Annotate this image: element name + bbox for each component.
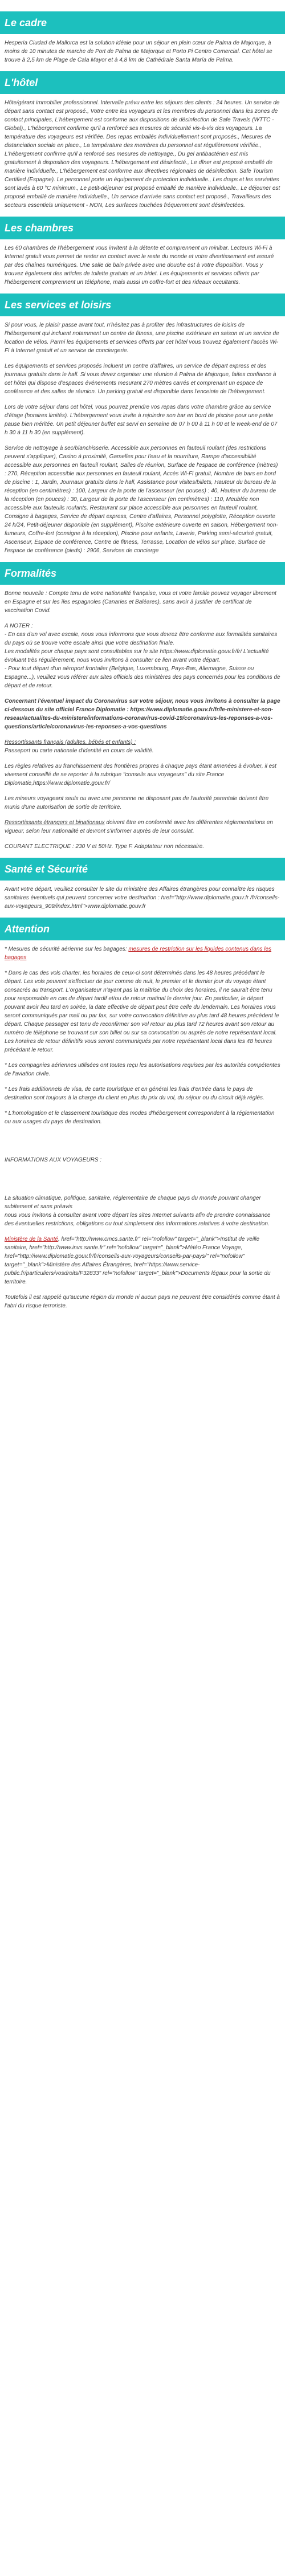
attention-paragraph-3: * Les compagnies aériennes utilisées ont toutes reçu les autorisations requises par les autorités compétentes de l'aviation civile. — [5, 1062, 280, 1077]
attention-paragraph-1 — [5, 945, 280, 962]
services-paragraph-1: Si pour vous, le plaisir passe avant tout, n'hésitez pas à profiter des infrastructures de loisirs de l'hébergement qui incluent notamment un centre de fitness, une piscine extérieure en saison et un service de location de vélos. Parmi les équipements et services offerts par cet hôtel vous trouvez également l'accès Wi-Fi à Internet gratuit et un service de conciergerie. — [5, 322, 279, 354]
formalites-paragraph-2 — [5, 622, 280, 690]
section-header-sante: Santé et Sécurité — [0, 858, 285, 881]
attention-security-prefix: * Mesures de sécurité aérienne sur les bagages: — [5, 946, 129, 952]
formalites-paragraph-7 — [5, 818, 280, 835]
ministere-sante-link[interactable]: Ministère de la Santé — [5, 1236, 58, 1242]
formalites-etrangers-body: doivent être en conformité avec les différentes réglementations en vigueur, selon leur nationalité et devront s'informer auprès de leur consulat. — [5, 820, 273, 834]
sante-paragraph: Avant votre départ, veuillez consulter le site du ministère des Affaires étrangères pour connaître les risques sanitaires éventuels qui peuvent concerner votre destination : href="http://www.diplomatie.gouv.fr /fr/conseils-aux-voyageurs_909/index.html">www.diplomatie.gouv.fr — [5, 886, 280, 910]
cadre-text — [0, 39, 285, 64]
spacer — [5, 1133, 280, 1156]
hotel-text — [0, 99, 285, 210]
services-text — [0, 321, 285, 555]
attention-paragraph-8 — [5, 1235, 280, 1286]
section-header-cadre: Le cadre — [0, 11, 285, 34]
formalites-text — [0, 589, 285, 851]
attention-paragraph-2: * Dans le cas des vols charter, les horaires de ceux-ci sont déterminés dans les 48 heures précédant le départ. Les vols peuvent s'effectuer de jour comme de nuit, le premier et le dernier jour du voyage étant consacrés au transport. L'organisateur n'ayant pas la maîtrise du choix des horaires, il ne saurait être tenu pour responsable en cas de départ tardif et/ou de retour matinal le dernier jour. En particulier, le départ pouvant avoir lieu tard en soirée, la date effective de départ peut être celle du lendemain. Les horaires vous seront communiqués par mail ou par fax, sur votre convocation définitive au plus tard 48 heures précédent le départ. Chaque passager est tenu de reconfirmer son vol retour au plus tard 72 heures avant son retour au numéro de téléphone se trouvant sur son billet ou sur sa convocation ou auprès de notre représentant local. Les horaires de retour définitifs vous seront communiqués par notre représentant local dans les 48 heures précédant le retour. — [5, 970, 279, 1053]
liquids-restriction-link[interactable]: mesures de restriction sur les liquides contenus dans les bagages — [5, 946, 272, 961]
spacer — [5, 1171, 280, 1194]
formalites-ressortissants-body: Passeport ou carte nationale d'identité en cours de validité. — [5, 748, 154, 754]
formalites-ressortissants-heading: Ressortissants français (adultes, bébés et enfants) : — [5, 739, 136, 745]
attention-links-body: , href="http://www.cmcs.sante.fr" rel="nofollow" target="_blank">Institut de veille sanitaire, href="http://www.invs.sante.fr" rel="nofollow" target="_blank">Météo France Voyage, href="http://www.diplomatie.gouv.fr/fr/conseils-aux-voyageurs/conseils-par-pays/" rel="nofollow" target="_blank">Ministère des Affaires Étrangères, href="https://www.service-public.fr/particuliers/vosdroits/F32833" rel="nofollow" target="_blank">Documents légaux pour la sortie du territoire. — [5, 1236, 271, 1285]
formalites-paragraph-8: COURANT ELECTRIQUE : 230 V et 50Hz. Type F. Adaptateur non nécessaire. — [5, 843, 204, 850]
section-header-attention: Attention — [0, 918, 285, 940]
formalites-paragraph-1: Bonne nouvelle : Compte tenu de votre nationalité française, vous et votre famille pouvez voyager librement en Espagne et sur les îles espagnoles (Canaries et Baléares), sans avoir à justifier de certificat de vaccination Covid. — [5, 590, 276, 614]
cadre-paragraph: Hesperia Ciudad de Mallorca est la solution idéale pour un séjour en plein cœur de Palma de Majorque, à moins de 10 minutes de marche de Port de Palma de Majorque et Porto Pi Centro Comercial. Cet hôtel se trouve à 2,5 km de Plage de Cala Mayor et à 4,8 km de Cathédrale Santa María de Palma. — [5, 40, 272, 63]
formalites-paragraph-3: Concernant l'éventuel impact du Coronavirus sur votre séjour, nous vous invitons à consulter la page ci-dessous du site officiel France Diplomatie : https://www.diplomatie.gouv.fr/fr/le-ministere-et-son-reseau/actualites-du-ministere/informations-coronavirus-covid-19/coronavirus-les-reponses-a-vos-questions/article/coronavirus-les-reponses-a-vos-questions — [5, 698, 280, 730]
chambres-paragraph: Les 60 chambres de l'hébergement vous invitent à la détente et comprennent un minibar. Lecteurs Wi-Fi à Internet gratuit vous permet de rester en contact avec le reste du monde et votre divertissement est assuré par des chaînes numériques. Une salle de bain privée avec une douche est à votre disposition. Vous y trouvez également des articles de toilette gratuits et un bidet. Les équipements et services offerts par l'hébergement comprennent un téléphone, mais aussi un coffre-fort et des rideaux occultants. — [5, 245, 274, 286]
section-header-formalites: Formalités — [0, 562, 285, 585]
formalites-note-heading: A NOTER : — [5, 623, 33, 629]
services-paragraph-3: Lors de votre séjour dans cet hôtel, vous pourrez prendre vos repas dans votre chambre grâce au service d'étage (horaires limités). L'hébergement vous invite à rejoindre son bar en bord de piscine pour une petite pause bien méritée. Un petit déjeuner buffet est servi en semaine de 07 h 00 à 11 h 00 et le week-end de 07 h 30 à 11 h 30 (en supplément). — [5, 404, 278, 436]
chambres-text — [0, 244, 285, 287]
formalites-etrangers-heading: Ressortissants étrangers et binationaux — [5, 820, 105, 826]
formalites-paragraph-5: Les règles relatives au franchissement des frontières propres à chaque pays étant amenées à évoluer, il est vivement conseillé de se reporter à la rubrique "conseils aux voyageurs" du site France Diplomatie,https://www.diplomatie.gouv.fr/ — [5, 763, 276, 786]
hotel-paragraph: Hôte/gérant immobilier professionnel. Intervalle prévu entre les séjours des clients : 24 heures. Un service de départ sans contact est proposé., Votre entre les voyageurs et les membres du personnel dans les zones de contact principales, L'hébergement est conforme aux dispositions de désinfection de Safe Travels (WTTC - Global)., L'hébergement confirme qu'il a renforcé ses mesures de sécurité vis-à-vis des voyageurs. La température des voyageurs est vérifiée. Des repas emballés individuellement sont proposés., Mesures de distanciation sociale en place., La température des membres du personnel est régulièrement vérifiée., L'hébergement confirme qu'il a renforcé ses mesures de nettoyage., Du gel antibactérien est mis gratuitement à disposition des voyageurs. L'hébergement est désinfecté., Le dîner est proposé emballé de manière individuelle., L'hébergement est conforme aux directives régionales de désinfection. Safe Tourism Certified (Espagne). Le personnel porte un équipement de protection individuelle., Les draps et les serviettes sont lavés à 60 °C minimum., Le petit-déjeuner est proposé emballé de manière individuelle., Le déjeuner est proposé emballé de manière individuelle., Un service d'arrivée sans contact est proposé., Travailleurs des secteurs essentiels uniquement - NON, Les surfaces touchées fréquemment sont désinfectées. — [5, 100, 280, 209]
formalites-paragraph-6: Les mineurs voyageant seuls ou avec une personne ne disposant pas de l'autorité parentale doivent être munis d'une autorisation de sortie de territoire. — [5, 796, 269, 810]
attention-paragraph-7: La situation climatique, politique, sanitaire, réglementaire de chaque pays du monde pouvant changer subitement et sans préavis nous vous invitons à consulter avant votre départ les sites Internet suivants afin de prendre connaissance des éventuelles restrictions, obligations ou tout simplement des informations relatives à votre destination. — [5, 1195, 271, 1227]
services-paragraph-4: Service de nettoyage à sec/blanchisserie. Accessible aux personnes en fauteuil roulant (des restrictions peuvent s'appliquer), Casino à proximité, Gamelles pour l'eau et la nourriture, Rampe d'accessibilité accessible aux personnes en fauteuil roulant, Salles de réunion, Surface de l'espace de conférence (mètres) : 270, Réception accessible aux personnes en fauteuil roulant, Accès Wi-Fi gratuit, Nombre de bars en bord de piscine : 1, Jardin, Journaux gratuits dans le hall, Assistance pour visites/billets, Hauteur du bureau de la réception (en centimètres) : 100, Largeur de la porte de l'ascenseur (en pouces) : 40, Hauteur du bureau de la réception (en pouces) : 30, Largeur de la porte de l'ascenseur (en centimètres) : 110, Meublée non accessible aux fauteuils roulants, Restaurant sur place accessible aux personnes en fauteuil roulant, Consigne à bagages, Service de départ express, Centre d'affaires, Personnel polyglotte, Réception ouverte 24 h/24, Petit-déjeuner disponible (en supplément), Piscine extérieure ouverte en saison, Hébergement non-fumeurs, Coffre-fort (consigne à la réception), Piscine pour enfants, Laverie, Parking semi-sécurisé gratuit, Ascenseur, Espace de conférence, Centre de fitness, Terrasse, Location de vélos sur place, Surface de l'espace de conférence (pieds) : 2906, Services de concierge — [5, 445, 278, 554]
attention-paragraph-4: * Les frais additionnels de visa, de carte touristique et en général les frais d'entrée dans le pays de destination sont toujours à la charge du client en plus du prix du vol, du séjour ou du circuit déjà réglés. — [5, 1086, 264, 1101]
section-header-services: Les services et loisirs — [0, 294, 285, 316]
section-header-chambres: Les chambres — [0, 217, 285, 239]
attention-paragraph-5: * L'homologation et le classement touristique des modes d'hébergement correspondent à la réglementation ou aux usages du pays de destination. — [5, 1110, 275, 1125]
section-header-hotel: L'hôtel — [0, 71, 285, 94]
attention-text — [0, 945, 285, 1310]
services-paragraph-2: Les équipements et services proposés incluent un centre d'affaires, un service de départ express et des journaux gratuits dans le hall. Si vous devez organiser une réunion à Palma de Majorque, faites confiance à cet hôtel qui dispose d'espaces événements mesurant 270 mètres carrés et comprenant un espace de conférence et des salles de réunion. Un parking gratuit est disponible dans l'enceinte de l'hébergement. — [5, 363, 276, 395]
attention-paragraph-6: INFORMATIONS AUX VOYAGEURS : — [5, 1157, 102, 1163]
formalites-note-body: - En cas d'un vol avec escale, nous vous informons que vous devrez être conforme aux formalités sanitaires du pays où se trouve votre escale ainsi que votre destination finale. Les modalités pour chaque pays sont consultables sur le site https://www.diplomatie.gouv.fr/fr/ L'actualité évoluant très régulièrement, nous vous invitons à consulter ce lien avant votre départ. - Pour tout départ d'un aéroport frontalier (Belgique, Luxembourg, Pays-Bas, Allemagne, Suisse ou Espagne...), veuillez vous référer aux sites officiels des ministères des pays concernés pour les conditions de départ et de retour. — [5, 631, 280, 689]
formalites-paragraph-4 — [5, 738, 280, 755]
sante-text — [0, 885, 285, 911]
attention-paragraph-9: Toutefois il est rappelé qu'aucune région du monde ni aucun pays ne peuvent être considérés comme étant à l'abri du risque terroriste. — [5, 1294, 280, 1309]
